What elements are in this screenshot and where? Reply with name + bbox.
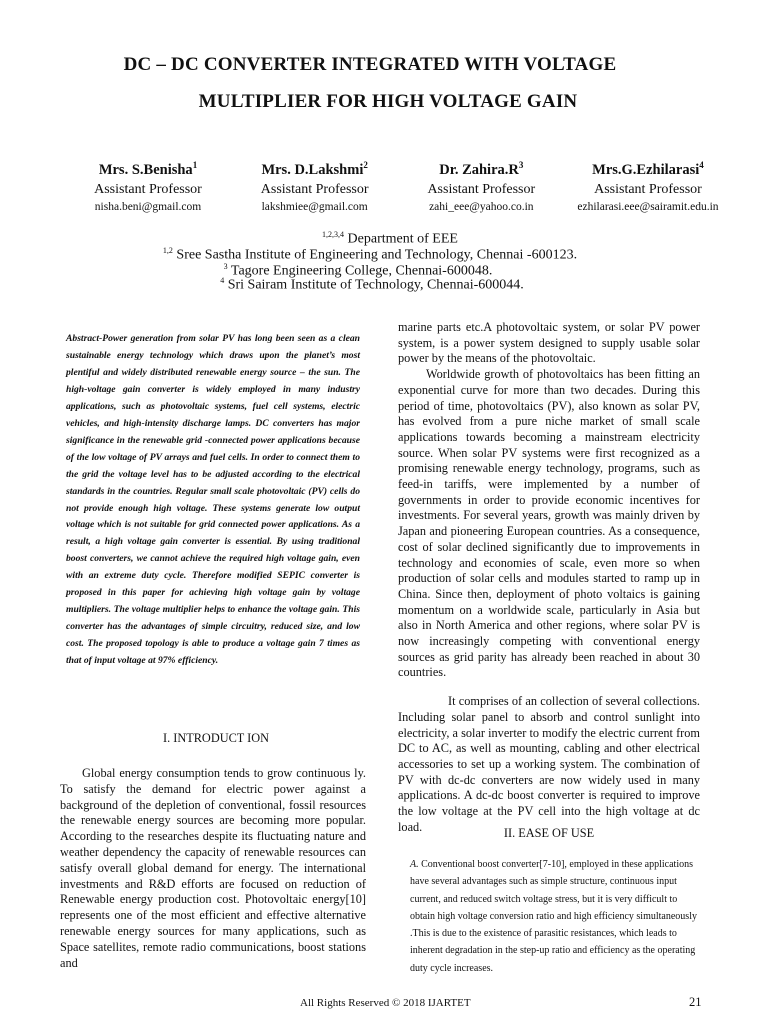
page-number: 21 bbox=[689, 995, 702, 1009]
author-role: Assistant Professor bbox=[427, 181, 536, 197]
author-email: zahi_eee@yahoo.co.in bbox=[429, 200, 534, 213]
paper-title-line1: DC – DC CONVERTER INTEGRATED WITH VOLTAGE bbox=[123, 54, 617, 75]
author-email: nisha.beni@gmail.com bbox=[94, 200, 202, 213]
subsection-a bbox=[410, 856, 702, 977]
abstract: Abstract-Power generation from solar PV has long been seen as a clean sustainable energy technology which draws upon the planet’s most plentiful and widely distributed renewable energy source – the sun. The high-voltage gain converter is widely employed in many industry applications, such as photovoltaic systems, fuel cell systems, electric vehicles, and high-intensity discharge lamps. DC converters has major significance in the renewable grid -connected power applications because of the low voltage of PV arrays and fuel cells. In order to connect them to the grid the voltage level has to be adjusted according to the electrical standards in the countries. Regular small scale photovoltaic (PV) cells do not provide enough high voltage. These systems generate low output voltage which is not suitable for grid connected power applications. As a result, a high voltage gain converter is essential. By using traditional boost converters, we cannot achieve the required high voltage gain, even with an extreme duty cycle. Therefore modified SEPIC converter is proposed in this paper for achieving high voltage gain by voltage multipliers. The voltage multiplier helps to enhance the voltage gain. This converter has the advantages of simple circuitry, reduced size, and low cost. The proposed topology is able to produce a voltage gain 7 times as that of input voltage at 97% efficiency. bbox=[66, 333, 360, 667]
right-column bbox=[398, 320, 700, 836]
subsection-label: A. bbox=[410, 859, 419, 870]
subsection-text: Conventional boost converter[7-10], employed in these applications have several advantages such as simple structure, continuous input current, and reduced switch voltage stress, but it is very difficult to obtain high voltage conversion ratio and high efficiency simultaneously .This is due to the existence of parasitic resistances, which leads to inherent degradation in the step-up ratio and efficiency as the operating duty cycle increases. bbox=[410, 859, 697, 974]
paragraph: Worldwide growth of photovoltaics has been fitting an exponential curve for more than two decades. During this period of time, photovoltaics (PV), also known as solar PV, has evolved from a pure niche market of small scale applications towards becoming a mainstream electricity source. When solar PV systems were first recognized as a promising renewable energy technology, programs, such as feed-in tariffs, were implemented by a number of governments in order to provide economic incentives for investments. For several years, growth was mainly driven by Japan and pioneering European countries. As a consequence, cost of solar declined significantly due to improvements in technology and economies of scale, even more so when production of solar cells and modules started to ramp up in China. Since then, deployment of photo voltaics is gaining momentum on a worldwide scale, particularly in Asia but also in North America and other regions, where solar PV is now increasingly competing with conventional energy sources as grid parity has already been reached in about 30 countries. bbox=[398, 367, 700, 680]
author-email: lakshmiee@gmail.com bbox=[261, 200, 368, 213]
author-list bbox=[68, 160, 728, 213]
affiliation-1: $^{1,2}$ Sree Sastha Institute of Engineering and Technology, Chennai -600123. bbox=[162, 246, 578, 263]
author-1 bbox=[68, 160, 228, 213]
affiliation-2: $^3$ Tagore Engineering College, Chennai-600048. bbox=[223, 262, 493, 279]
affiliation-department: $^{1,2,3,4}$ Department of EEE bbox=[322, 230, 458, 247]
paragraph: Global energy consumption tends to grow continuous ly. To satisfy the demand for electric power against a background of the depletion of conventional, fossil resources the renewable energy sources are becoming more popular. According to the researches despite its fluctuating nature and weather dependency the capacity of renewable resources can satisfy overall global demand for energy. The international investments and R&D efforts are focused on reduction of Renewable energy production cost. Photovoltaic energy[10] represents one of the most efficient and effective alternative renewable energy sources for many applications, such as Space satellites, remote radio communications, boost stations and bbox=[60, 766, 366, 970]
author-name: Mrs. S.Benisha$^1$ bbox=[98, 160, 198, 178]
author-name: Dr. $Zahira.R^3$ bbox=[439, 160, 524, 178]
author-2 bbox=[235, 160, 395, 213]
author-role: Assistant Professor bbox=[594, 181, 702, 197]
author-4 bbox=[568, 160, 728, 213]
section-heading-introduction: I. INTRODUCT ION bbox=[163, 731, 269, 745]
paper-title-line2: MULTIPLIER FOR HIGH VOLTAGE GAIN bbox=[198, 91, 578, 112]
author-role: Assistant Professor bbox=[260, 181, 369, 197]
author-role: Assistant Professor bbox=[94, 181, 202, 197]
paragraph: It comprises of an collection of several collections. Including solar panel to absorb and control sunlight into electricity, a solar inverter to modify the electric current from DC to AC, as well as mounting, cabling and other electrical accessories to set up a working system. The combination of PV with dc-dc converters are now widely used in many applications. A dc-dc boost converter is required to improve the low voltage at the PV cell into the high voltage at dc load. bbox=[398, 694, 700, 834]
section-heading-ease-of-use: II. EASE OF USE bbox=[503, 826, 595, 840]
introduction-text bbox=[60, 766, 366, 971]
paragraph: marine parts etc.A photovoltaic system, or solar PV power system, is a power system designed to supply usable solar power by the means of the photovoltaic. bbox=[398, 320, 700, 366]
affiliation-3: $^4$ Sri Sairam Institute of Technology, Chennai-600044. bbox=[220, 276, 524, 293]
author-3 bbox=[401, 160, 561, 213]
copyright-notice: All Rights Reserved © 2018 IJARTET bbox=[300, 997, 471, 1009]
author-name: Mrs. D.Lakshmi$^2$ bbox=[261, 160, 368, 178]
author-email: ezhilarasi.eee@sairamit.edu.in bbox=[577, 200, 719, 213]
author-name: Mrs.G.Ezhilarasi$^4$ bbox=[592, 160, 704, 178]
